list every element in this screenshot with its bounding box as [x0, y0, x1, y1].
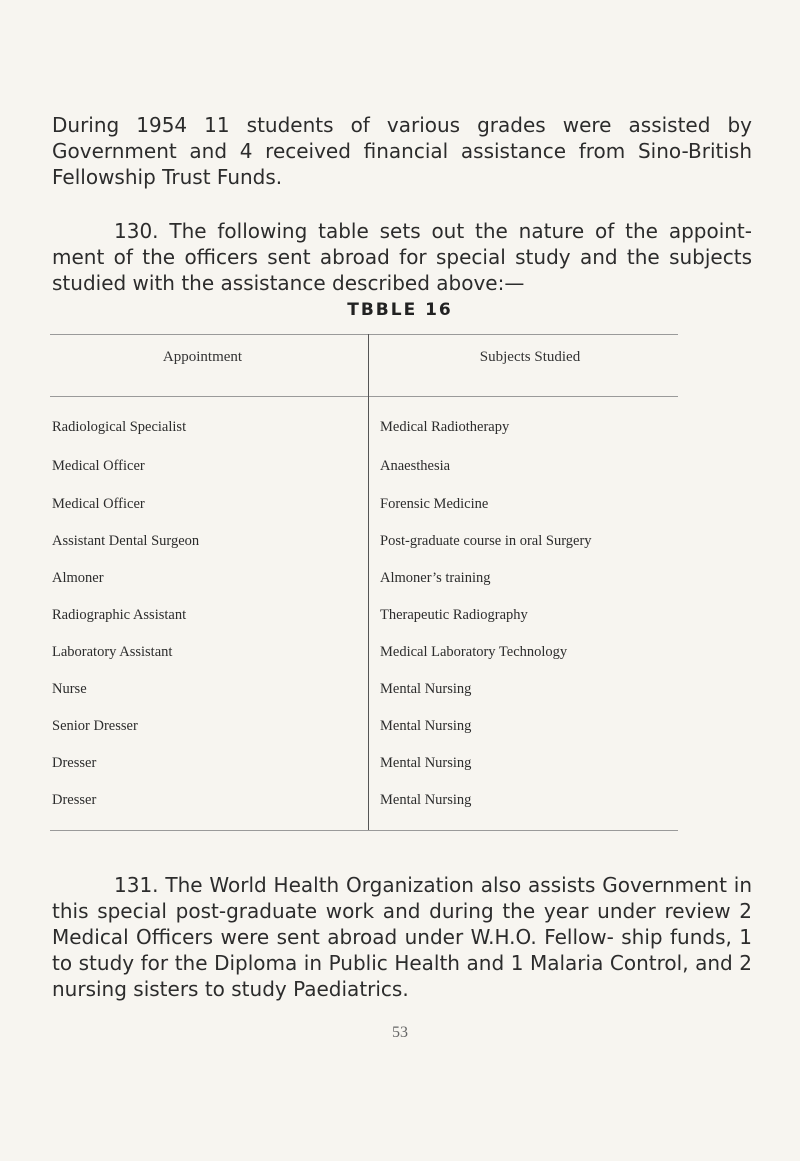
- row-6-appointment: Radiographic Assistant: [52, 607, 187, 623]
- row-7-appointment: Laboratory Assistant: [52, 644, 173, 660]
- row-1-appointment: Radiological Specialist: [52, 419, 187, 435]
- row-10-appointment: Dresser: [52, 755, 97, 771]
- row-2-appointment: Medical Officer: [52, 458, 145, 474]
- table-title: TBBLE 16: [347, 300, 453, 320]
- row-1-subject: Medical Radiotherapy: [380, 419, 510, 435]
- row-8-subject: Mental Nursing: [380, 681, 472, 697]
- row-4-subject: Post-graduate course in oral Surgery: [380, 533, 592, 549]
- row-3-appointment: Medical Officer: [52, 496, 145, 512]
- row-11-appointment: Dresser: [52, 792, 97, 808]
- paragraph-131: 131. The World Health Organization also assists Government in this special post-graduate work and during the year under review 2 Medical Officers were sent abroad under W.H.O. Fellow- ship funds, 1 to study for the Diploma in Public Health and 1 Malaria Control, and 2 nursing sisters to study Paediatrics.: [52, 873, 752, 1001]
- row-9-appointment: Senior Dresser: [52, 718, 138, 734]
- column-header-appointment: Appointment: [162, 349, 243, 365]
- table-bottom-rule: [50, 830, 678, 831]
- row-10-subject: Mental Nursing: [380, 755, 472, 771]
- row-4-appointment: Assistant Dental Surgeon: [52, 533, 200, 549]
- row-3-subject: Forensic Medicine: [380, 496, 489, 512]
- row-5-appointment: Almoner: [52, 570, 104, 586]
- column-header-subjects: Subjects Studied: [479, 349, 581, 365]
- row-7-subject: Medical Laboratory Technology: [380, 644, 568, 660]
- row-2-subject: Anaesthesia: [380, 458, 451, 474]
- row-6-subject: Therapeutic Radiography: [380, 607, 528, 623]
- row-5-subject: Almoner’s training: [380, 570, 491, 586]
- table-column-divider: [368, 334, 369, 830]
- row-8-appointment: Nurse: [52, 681, 87, 697]
- row-11-subject: Mental Nursing: [380, 792, 472, 808]
- table-header-rule: [50, 396, 678, 397]
- paragraph-130: 130. The following table sets out the nature of the appoint- ment of the officers sent abroad for special study and the subjects studied with the assistance described above:—: [52, 219, 752, 295]
- page-number: 53: [392, 1024, 408, 1041]
- row-9-subject: Mental Nursing: [380, 718, 472, 734]
- table-top-rule: [50, 334, 678, 335]
- paragraph-fellowship-summary: During 1954 11 students of various grades were assisted by Government and 4 received financial assistance from Sino-British Fellowship Trust Funds.: [52, 113, 752, 189]
